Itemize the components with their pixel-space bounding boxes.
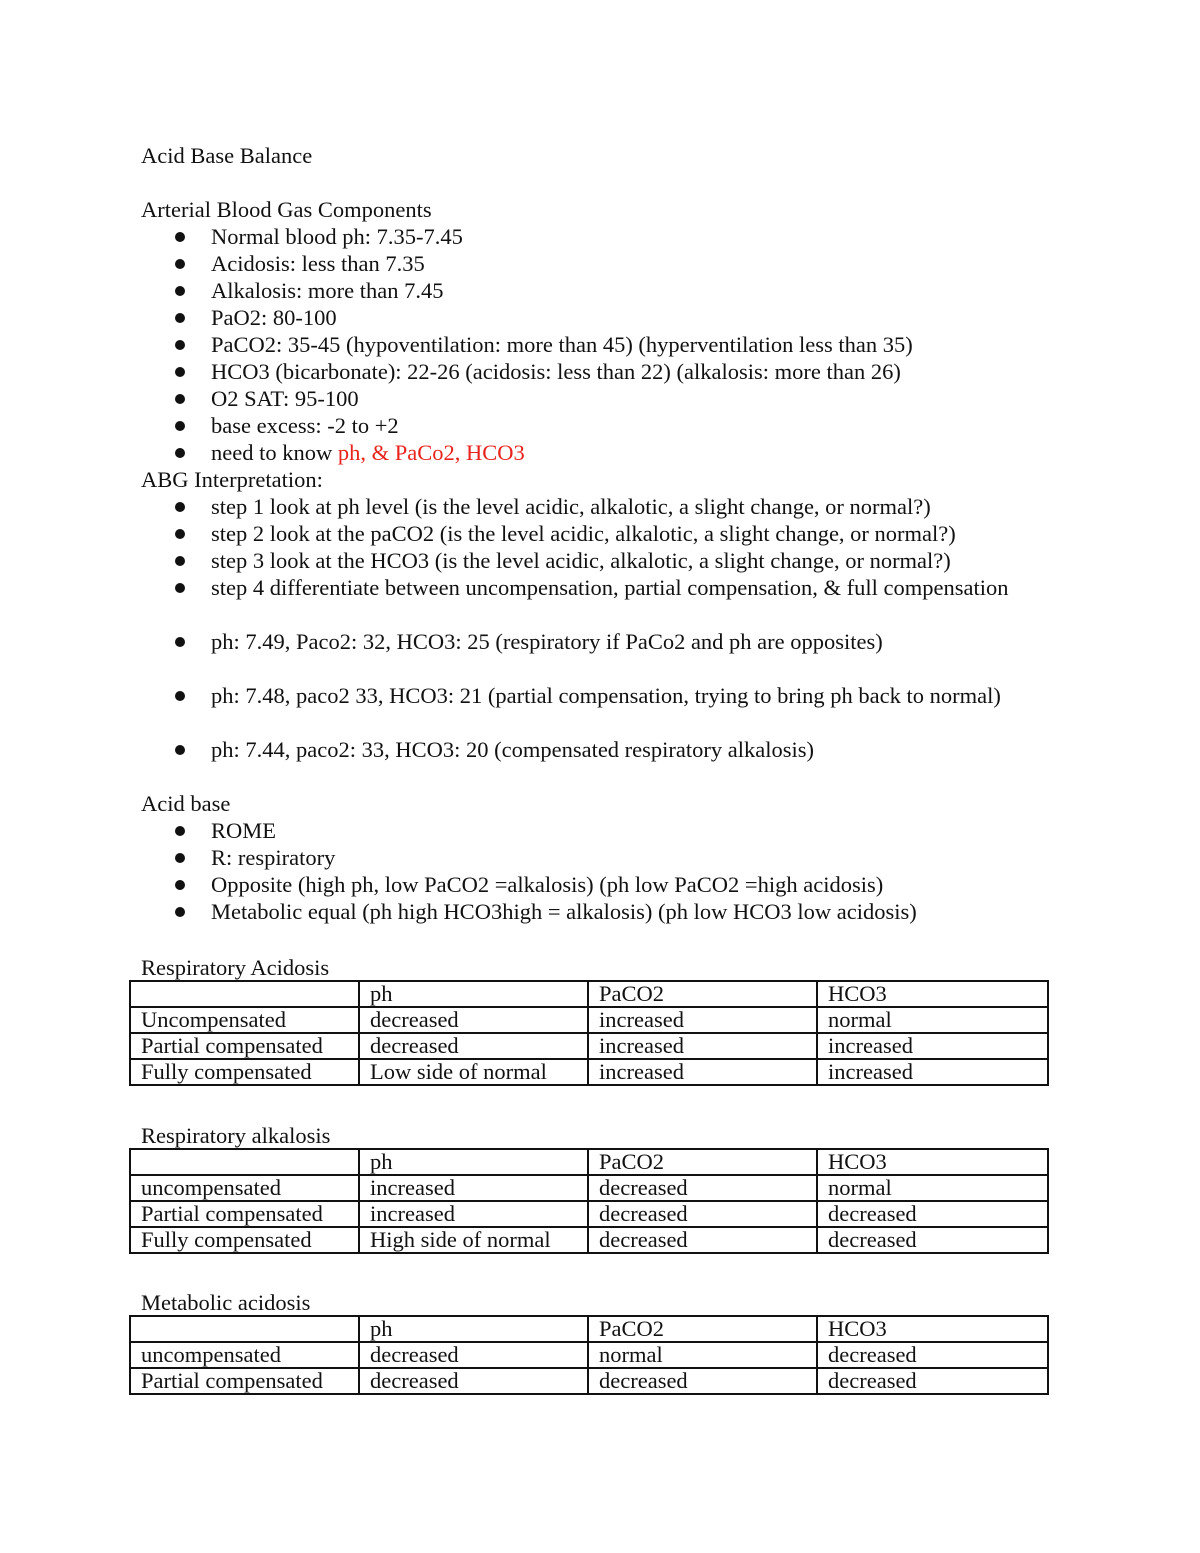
table-cell: increased xyxy=(588,1007,817,1033)
bullet-icon xyxy=(175,259,185,269)
table-cell: decreased xyxy=(817,1342,1048,1368)
respiratory-acidosis-title: Respiratory Acidosis xyxy=(141,955,330,980)
table-header-cell: PaCO2 xyxy=(588,1149,817,1175)
list-item: Alkalosis: more than 7.45 xyxy=(141,277,1061,304)
table-cell: increased xyxy=(817,1059,1048,1085)
spacer xyxy=(141,763,1061,790)
table-cell: decreased xyxy=(817,1227,1048,1253)
abg-steps-list xyxy=(141,493,1061,763)
table-header-cell: HCO3 xyxy=(817,981,1048,1007)
list-item: Opposite (high ph, low PaCO2 =alkalosis) (ph low PaCO2 =high acidosis) xyxy=(141,871,1061,898)
abg-components-list xyxy=(141,223,1061,466)
table-header-row xyxy=(130,981,1048,1007)
bullet-icon xyxy=(175,340,185,350)
list-item-need-to-know: need to know ph, & PaCo2, HCO3 xyxy=(141,439,1061,466)
list-item: HCO3 (bicarbonate): 22-26 (acidosis: less than 22) (alkalosis: more than 26) xyxy=(141,358,1061,385)
table-row xyxy=(130,1059,1048,1085)
table-cell: Partial compensated xyxy=(130,1368,359,1394)
list-item: ROME xyxy=(141,817,1061,844)
table-cell: uncompensated xyxy=(130,1175,359,1201)
table-cell: decreased xyxy=(817,1201,1048,1227)
acid-base-heading: Acid base xyxy=(141,791,231,816)
bullet-icon xyxy=(175,637,185,647)
table-header-row xyxy=(130,1316,1048,1342)
table-cell: uncompensated xyxy=(130,1342,359,1368)
bullet-icon xyxy=(175,448,185,458)
list-item: PaO2: 80-100 xyxy=(141,304,1061,331)
acid-base-list xyxy=(141,817,1061,925)
abg-interpretation-heading: ABG Interpretation: xyxy=(141,467,323,492)
document-title: Acid Base Balance xyxy=(141,143,313,168)
bullet-icon xyxy=(175,502,185,512)
respiratory-alkalosis-title: Respiratory alkalosis xyxy=(141,1123,331,1148)
table-cell: decreased xyxy=(588,1175,817,1201)
table-cell: decreased xyxy=(588,1227,817,1253)
table-row xyxy=(130,1368,1048,1394)
table-cell: decreased xyxy=(588,1368,817,1394)
list-item: PaCO2: 35-45 (hypoventilation: more than 45) (hyperventilation less than 35) xyxy=(141,331,1061,358)
table-header-cell xyxy=(130,1316,359,1342)
table-row xyxy=(130,1175,1048,1201)
table-cell: decreased xyxy=(359,1033,588,1059)
respiratory-acidosis-table xyxy=(129,980,1049,1086)
table-row xyxy=(130,1342,1048,1368)
bullet-icon xyxy=(175,313,185,323)
list-item: Metabolic equal (ph high HCO3high = alkalosis) (ph low HCO3 low acidosis) xyxy=(141,898,1061,925)
list-item: ph: 7.44, paco2: 33, HCO3: 20 (compensated respiratory alkalosis) xyxy=(141,736,1061,763)
table-cell: Uncompensated xyxy=(130,1007,359,1033)
bullet-icon xyxy=(175,286,185,296)
bullet-icon xyxy=(175,556,185,566)
table-header-cell: HCO3 xyxy=(817,1149,1048,1175)
table-cell: decreased xyxy=(588,1201,817,1227)
list-item: ph: 7.48, paco2 33, HCO3: 21 (partial compensation, trying to bring ph back to normal) xyxy=(141,682,1061,709)
bullet-icon xyxy=(175,691,185,701)
table-header-cell: ph xyxy=(359,981,588,1007)
table-cell: normal xyxy=(817,1175,1048,1201)
table-header-cell: ph xyxy=(359,1149,588,1175)
list-item: base excess: -2 to +2 xyxy=(141,412,1061,439)
list-item: R: respiratory xyxy=(141,844,1061,871)
table-cell: Fully compensated xyxy=(130,1227,359,1253)
table-cell: decreased xyxy=(359,1342,588,1368)
bullet-icon xyxy=(175,853,185,863)
table-cell: High side of normal xyxy=(359,1227,588,1253)
table-cell: normal xyxy=(588,1342,817,1368)
bullet-icon xyxy=(175,583,185,593)
bullet-icon xyxy=(175,745,185,755)
bullet-icon xyxy=(175,232,185,242)
table-header-cell xyxy=(130,1149,359,1175)
list-item: step 4 differentiate between uncompensation, partial compensation, & full compensation xyxy=(141,574,1061,601)
table-header-cell: ph xyxy=(359,1316,588,1342)
table-row xyxy=(130,1227,1048,1253)
metabolic-acidosis-table xyxy=(129,1315,1049,1395)
list-item: Normal blood ph: 7.35-7.45 xyxy=(141,223,1061,250)
table-cell: increased xyxy=(359,1201,588,1227)
table-header-cell: PaCO2 xyxy=(588,981,817,1007)
bullet-icon xyxy=(175,907,185,917)
list-item: O2 SAT: 95-100 xyxy=(141,385,1061,412)
list-item: step 2 look at the paCO2 (is the level acidic, alkalotic, a slight change, or normal?) xyxy=(141,520,1061,547)
table-row xyxy=(130,1007,1048,1033)
table-header-cell: HCO3 xyxy=(817,1316,1048,1342)
bullet-icon xyxy=(175,421,185,431)
table-cell: increased xyxy=(817,1033,1048,1059)
table-cell: Low side of normal xyxy=(359,1059,588,1085)
list-item: ph: 7.49, Paco2: 32, HCO3: 25 (respiratory if PaCo2 and ph are opposites) xyxy=(141,628,1061,655)
bullet-icon xyxy=(175,880,185,890)
abg-components-heading: Arterial Blood Gas Components xyxy=(141,197,432,222)
bullet-icon xyxy=(175,394,185,404)
table-cell: Fully compensated xyxy=(130,1059,359,1085)
table-header-cell xyxy=(130,981,359,1007)
table-cell: decreased xyxy=(359,1007,588,1033)
bullet-icon xyxy=(175,367,185,377)
table-header-row xyxy=(130,1149,1048,1175)
table-cell: increased xyxy=(588,1033,817,1059)
table-row xyxy=(130,1201,1048,1227)
highlighted-text: ph, & PaCo2, HCO3 xyxy=(337,440,525,465)
table-cell: decreased xyxy=(359,1368,588,1394)
list-item: step 1 look at ph level (is the level acidic, alkalotic, a slight change, or normal?) xyxy=(141,493,1061,520)
table-row xyxy=(130,1033,1048,1059)
metabolic-acidosis-title: Metabolic acidosis xyxy=(141,1290,311,1315)
bullet-icon xyxy=(175,529,185,539)
table-cell: decreased xyxy=(817,1368,1048,1394)
spacer xyxy=(141,169,1061,196)
table-cell: Partial compensated xyxy=(130,1201,359,1227)
table-header-cell: PaCO2 xyxy=(588,1316,817,1342)
bullet-icon xyxy=(175,826,185,836)
table-cell: normal xyxy=(817,1007,1048,1033)
document-page xyxy=(141,142,1061,1393)
table-cell: Partial compensated xyxy=(130,1033,359,1059)
list-item: step 3 look at the HCO3 (is the level acidic, alkalotic, a slight change, or normal?) xyxy=(141,547,1061,574)
table-cell: increased xyxy=(359,1175,588,1201)
table-cell: increased xyxy=(588,1059,817,1085)
respiratory-alkalosis-table xyxy=(129,1148,1049,1254)
list-item: Acidosis: less than 7.35 xyxy=(141,250,1061,277)
